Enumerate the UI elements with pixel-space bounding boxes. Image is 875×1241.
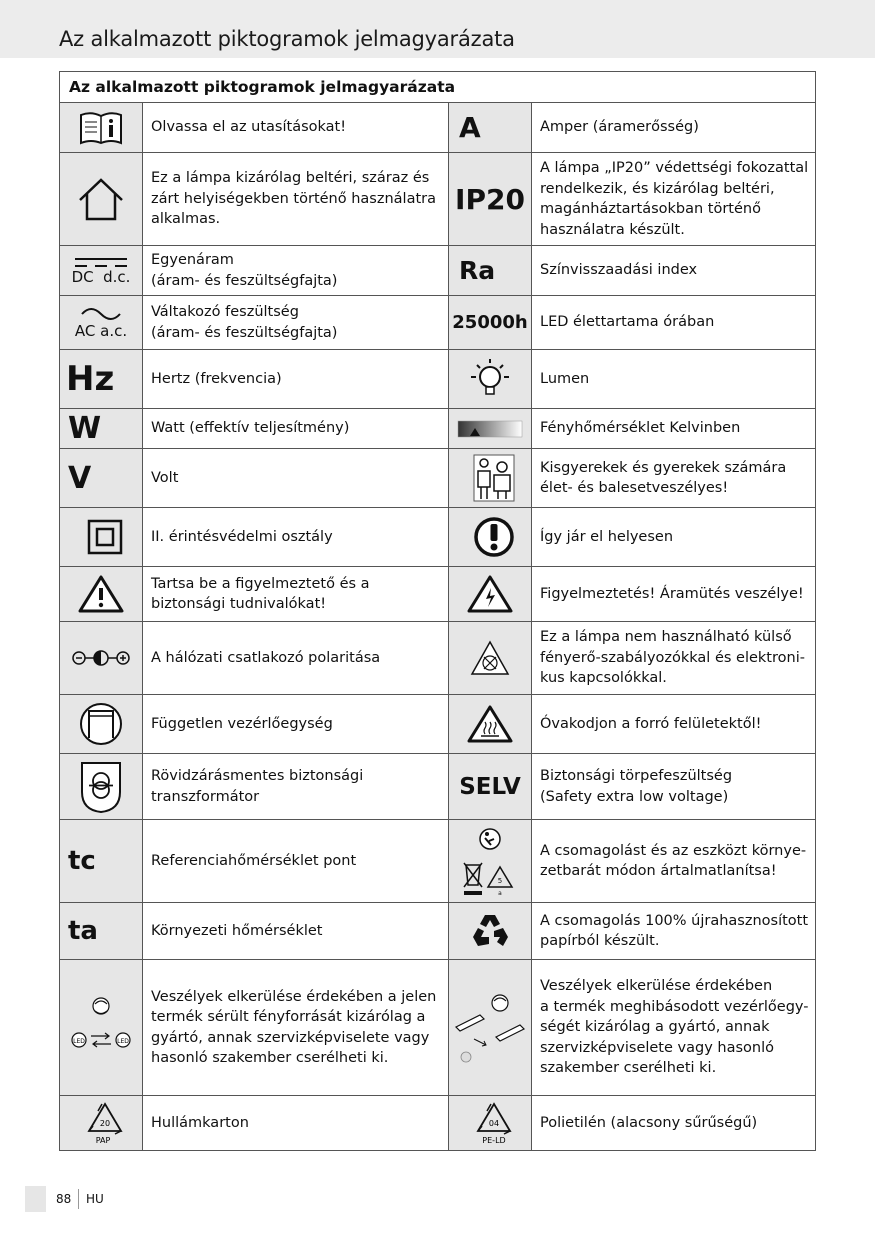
legend-text: Váltakozó feszültség (áram- és feszültségfajta) [143,296,449,350]
svg-text:5: 5 [497,877,503,885]
ta-icon: ta [60,903,143,960]
legend-text: Fényhőmérséklet Kelvinben [532,409,816,449]
table-title: Az alkalmazott piktogramok jelmagyarázata [60,72,816,103]
legend-text: Kisgyerekek és gyerekek számára élet- és balesetveszélyes! [532,449,816,508]
pictogram-legend-table [59,71,816,1151]
table-row [60,409,816,449]
legend-text: Volt [143,449,449,508]
svg-text:LED: LED [73,1037,85,1045]
table-row [60,296,816,350]
table-row [60,903,816,960]
table-row [60,103,816,153]
legend-text: Polietilén (alacsony sűrűségű) [532,1096,816,1151]
table-row [60,246,816,296]
ra-icon: Ra [449,246,532,296]
legend-text: Referenciahőmérséklet pont [143,820,449,903]
footer-marker [25,1186,46,1212]
table-row [60,820,816,903]
table-row [60,960,816,1096]
selv-icon: SELV [449,754,532,820]
exclamation-circle-icon [449,508,532,567]
svg-text:20: 20 [99,1119,111,1128]
legend-text: LED élettartama órában [532,296,816,350]
table-row [60,622,816,695]
table-row [60,449,816,508]
table-row [60,1096,816,1151]
table-row [60,695,816,754]
legend-text: Így jár el helyesen [532,508,816,567]
legend-text: Környezeti hőmérséklet [143,903,449,960]
led-replace-icon [60,960,143,1096]
legend-text: Ez a lámpa kizárólag beltéri, száraz és zárt helyiségekben történő használatra alkalmas. [143,153,449,246]
page-header [0,0,875,58]
tc-icon: tc [60,820,143,903]
child-danger-icon [449,449,532,508]
legend-text: Tartsa be a figyelmeztető és a biztonsági tudnivalókat! [143,567,449,622]
book-info-icon [60,103,143,153]
table-row [60,567,816,622]
svg-text:04: 04 [488,1119,500,1128]
legend-text: Olvassa el az utasításokat! [143,103,449,153]
table-row [60,754,816,820]
legend-text: Ez a lámpa nem használható külső fényerő-szabályozókkal és elektroni-kus kapcsolókkal. [532,622,816,695]
legend-text: Hertz (frekvencia) [143,350,449,409]
hertz-icon: Hz [60,350,143,409]
legend-text: A csomagolást és az eszközt környe-zetbarát módon ártalmatlanítsa! [532,820,816,903]
legend-text: Figyelmeztetés! Áramütés veszélye! [532,567,816,622]
house-icon [60,153,143,246]
polarity-icon [60,622,143,695]
lifetime-icon: 25000h [449,296,532,350]
safety-transformer-icon [60,754,143,820]
legend-text: A csomagolás 100% újrahasznosított papírból készült. [532,903,816,960]
legend-text: II. érintésvédelmi osztály [143,508,449,567]
language-code: HU [86,1192,104,1206]
table-row [60,350,816,409]
legend-text: Színvisszaadási index [532,246,816,296]
warning-triangle-icon [60,567,143,622]
page-title: Az alkalmazott piktogramok jelmagyarázata [59,27,515,51]
watt-icon: W [60,409,143,449]
legend-text: Watt (effektív teljesítmény) [143,409,449,449]
class-ii-icon [60,508,143,567]
volt-icon: V [60,449,143,508]
legend-text: Független vezérlőegység [143,695,449,754]
table-row [60,153,816,246]
svg-text:PE-LD: PE-LD [482,1136,506,1145]
ip20-icon: IP20 [449,153,532,246]
legend-text: Biztonsági törpefeszültség (Safety extra low voltage) [532,754,816,820]
independent-control-gear-icon [60,695,143,754]
electric-shock-icon [449,567,532,622]
hot-surface-icon [449,695,532,754]
legend-text: Lumen [532,350,816,409]
recycle-icon [449,903,532,960]
legend-text: A hálózati csatlakozó polaritása [143,622,449,695]
svg-text:LED: LED [117,1037,129,1045]
legend-text: Hullámkarton [143,1096,449,1151]
legend-text: Rövidzárásmentes biztonsági transzformátor [143,754,449,820]
driver-replace-icon [449,960,532,1096]
legend-text: Veszélyek elkerülése érdekében a termék meghibásodott vezérlőegy-ségét kizárólag a gyártó, annak szervizképviselete vagy hasonló szakember cserélheti ki. [532,960,816,1096]
legend-text: Amper (áramerősség) [532,103,816,153]
pe-ld04-icon [449,1096,532,1151]
svg-text:a: a [498,890,502,897]
legend-text: Egyenáram (áram- és feszültségfajta) [143,246,449,296]
ac-icon: AC a.c. [60,296,143,350]
dc-icon: DC d.c. [60,246,143,296]
kelvin-gradient-icon [449,409,532,449]
page-number: 88 [56,1192,72,1206]
svg-text:PAP: PAP [95,1136,111,1145]
legend-text: Óvakodjon a forró felületektől! [532,695,816,754]
table-row [60,508,816,567]
no-dimmer-icon [449,622,532,695]
pap20-icon [60,1096,143,1151]
lumen-bulb-icon [449,350,532,409]
legend-text: A lámpa „IP20” védettségi fokozattal rendelkezik, és kizárólag beltéri, magánháztartásokban történő használatra készült. [532,153,816,246]
disposal-icon [449,820,532,903]
ampere-icon: A [449,103,532,153]
footer-divider [78,1189,79,1209]
legend-text: Veszélyek elkerülése érdekében a jelen termék sérült fényforrását kizárólag a gyártó, annak szervizképviselete vagy hasonló szakember cserélheti ki. [143,960,449,1096]
